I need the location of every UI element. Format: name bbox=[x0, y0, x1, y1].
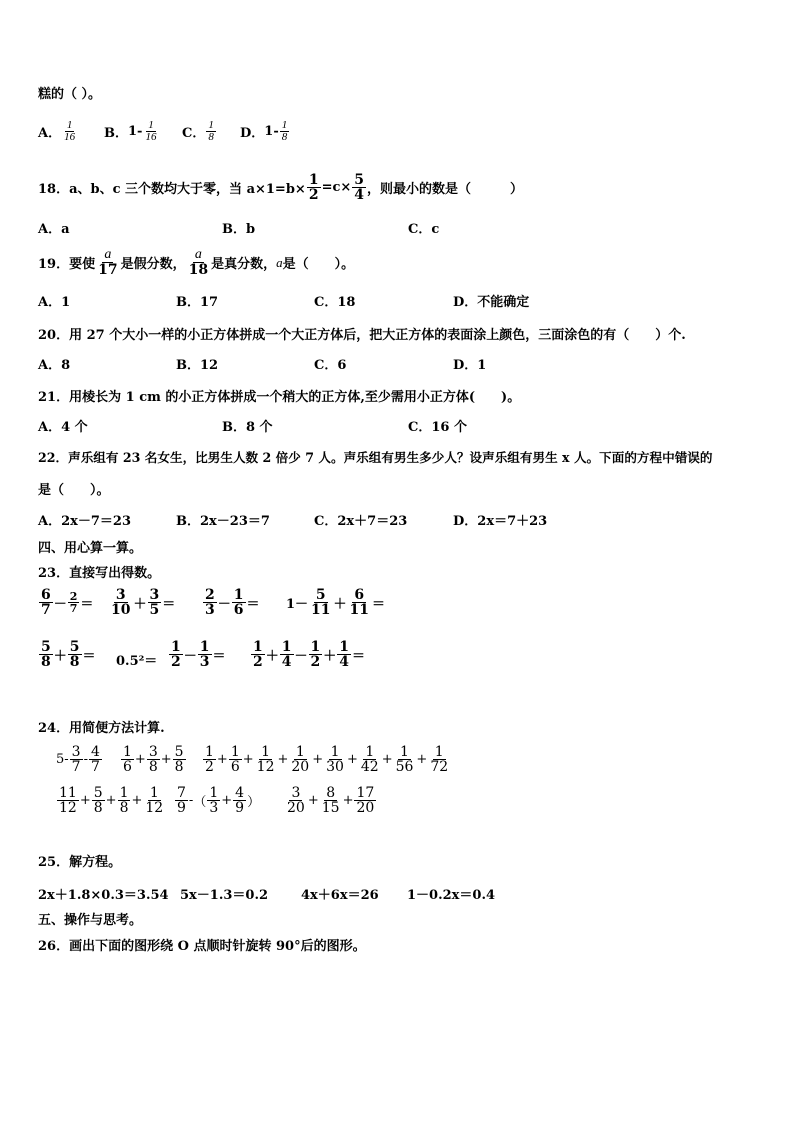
fraction: $\frac{3}{7}$ bbox=[71, 744, 81, 775]
fraction: $\frac{1}{4}$ bbox=[281, 639, 292, 670]
fraction: $\frac{1}{12}$ bbox=[256, 744, 275, 775]
q21-option-c: C．16 个 bbox=[408, 420, 467, 435]
fraction: $\frac{1}{8}$ bbox=[208, 119, 214, 143]
q25-title: 25．解方程。 bbox=[38, 855, 122, 870]
fraction: $\frac{1}{2}$ bbox=[310, 639, 321, 670]
fraction: $\frac{7}{9}$ bbox=[177, 785, 186, 816]
fraction: $\frac{5}{8}$ bbox=[93, 785, 103, 816]
fraction: $\frac{1}{8}$ bbox=[119, 785, 129, 816]
fraction: $\frac{3}{5}$ bbox=[149, 587, 160, 618]
q25-equation-4: 1－0.2x＝0.4 bbox=[407, 888, 496, 903]
q21-option-b: B．8 个 bbox=[222, 420, 273, 435]
q21-question: 21．用棱长为 1 cm 的小正方体拼成一个稍大的正方体,至少需用小正方体( )。 bbox=[38, 390, 521, 405]
fraction: $\frac{17}{20}$ bbox=[356, 785, 375, 816]
fraction: $\frac{5}{4}$ bbox=[354, 172, 365, 203]
fraction: $\frac{1}{12}$ bbox=[145, 785, 164, 816]
q17-option-b: B． 1- $\frac{1}{16}$ bbox=[104, 119, 157, 143]
q26-question: 26．画出下面的图形绕 O 点顺时针旋转 90°后的图形。 bbox=[38, 939, 366, 954]
fraction: $\frac{5}{8}$ bbox=[41, 639, 51, 670]
q22-question-line1: 22．声乐组有 23 名女生，比男生人数 2 倍少 7 人。声乐组有男生多少人？设声乐组有男生 x 人。下面的方程中错误的 bbox=[38, 450, 713, 465]
q18-question: 18．a、b、c 三个数均大于零，当 a×1=b× $\frac{1}{2}$ =c× $\frac{5}{4}$ ，则最小的数是（ ） bbox=[38, 172, 524, 203]
q20-option-c: C．6 bbox=[314, 358, 347, 373]
q21-option-a: A．4 个 bbox=[38, 420, 88, 435]
q22-option-d: D．2x＝7＋23 bbox=[453, 514, 548, 529]
q23-expr-1: $\frac{6}{7}$ － $\frac{2}{7}$ ＝ bbox=[41, 587, 94, 618]
fraction: $\frac{1}{6}$ bbox=[233, 587, 244, 618]
q19-option-b: B．17 bbox=[176, 295, 219, 310]
section-4-heading: 四、用心算一算。 bbox=[38, 541, 143, 556]
q24-expr-3: $\frac{1}{2}$ + $\frac{1}{6}$ + $\frac{1}{12}$ + $\frac{1}{20}$ + $\frac{1}{30}$ + $\frac{1}{42}$ + $\frac{1}{56}$ + $\frac{1}{72}$ bbox=[205, 744, 449, 775]
q23-expr-4: 1－ $\frac{5}{11}$ ＋ $\frac{6}{11}$ ＝ bbox=[286, 587, 386, 618]
fraction: $\frac{5}{8}$ bbox=[174, 744, 184, 775]
q17-option-c: C． $\frac{1}{8}$ bbox=[182, 119, 214, 143]
q23-expr-5: $\frac{5}{8}$ ＋ $\frac{5}{8}$ ＝ bbox=[41, 639, 96, 670]
q18-option-a: A．a bbox=[38, 222, 70, 237]
q22-question-line2: 是（ ）。 bbox=[38, 483, 110, 498]
q20-option-b: B．12 bbox=[176, 358, 219, 373]
fraction: $\frac{5}{11}$ bbox=[311, 587, 331, 618]
fraction: $\frac{1}{2}$ bbox=[253, 639, 263, 670]
q23-expr-6: 0.5²＝ bbox=[116, 654, 158, 669]
section-5-heading: 五、操作与思考。 bbox=[38, 913, 143, 928]
fraction: $\frac{8}{15}$ bbox=[321, 785, 340, 816]
q20-option-d: D．1 bbox=[453, 358, 487, 373]
q23-expr-7: $\frac{1}{2}$ － $\frac{1}{3}$ ＝ bbox=[171, 639, 226, 670]
q24-expr-5: $\frac{7}{9}$ - （ $\frac{1}{3}$ + $\frac{4}{9}$ ） bbox=[177, 785, 261, 816]
q24-expr-2: $\frac{1}{6}$ + $\frac{3}{8}$ + $\frac{5}{8}$ bbox=[123, 744, 184, 775]
q17-option-a: A． $\frac{1}{16}$ bbox=[38, 119, 76, 143]
q22-option-a: A．2x－7＝23 bbox=[38, 514, 132, 529]
fraction: $\frac{4}{9}$ bbox=[235, 785, 245, 816]
fraction: $\frac{2}{7}$ bbox=[69, 590, 78, 615]
q19-option-c: C．18 bbox=[314, 295, 356, 310]
q25-equation-3: 4x＋6x＝26 bbox=[301, 888, 379, 903]
fraction: $\frac{11}{12}$ bbox=[59, 785, 77, 816]
fraction: $\frac{1}{42}$ bbox=[360, 744, 379, 775]
fraction: $\frac{3}{20}$ bbox=[287, 785, 305, 816]
fraction: $\frac{1}{16}$ bbox=[64, 119, 76, 143]
q23-title: 23．直接写出得数。 bbox=[38, 566, 161, 581]
fraction: $\frac{6}{11}$ bbox=[349, 587, 370, 618]
q17-option-d: D． 1- $\frac{1}{8}$ bbox=[240, 119, 288, 143]
q17-tail: 糕的（ ）。 bbox=[38, 87, 102, 102]
fraction: $\frac{1}{56}$ bbox=[395, 744, 414, 775]
fraction: $\frac{1}{20}$ bbox=[291, 744, 310, 775]
fraction: $\frac{1}{30}$ bbox=[326, 744, 344, 775]
q20-question: 20．用 27 个大小一样的小正方体拼成一个大正方体后，把大正方体的表面涂上颜色，三面涂色的有（ ）个. bbox=[38, 328, 686, 343]
q18-option-c: C．c bbox=[408, 222, 440, 237]
q25-equation-1: 2x＋1.8×0.3＝3.54 bbox=[38, 888, 169, 903]
q22-option-c: C．2x＋7＝23 bbox=[314, 514, 408, 529]
q19-option-d: D．不能确定 bbox=[453, 295, 530, 310]
fraction: $\frac{3}{10}$ bbox=[111, 587, 131, 618]
fraction: $\frac{1}{6}$ bbox=[123, 744, 132, 775]
fraction: $\frac{a}{17}$ bbox=[98, 247, 118, 278]
fraction: $\frac{1}{2}$ bbox=[171, 639, 181, 670]
q24-expr-4: $\frac{11}{12}$ + $\frac{5}{8}$ + $\frac{1}{8}$ + $\frac{1}{12}$ bbox=[59, 785, 164, 816]
q24-expr-6: $\frac{3}{20}$ + $\frac{8}{15}$ + $\frac{17}{20}$ bbox=[287, 785, 375, 816]
fraction: $\frac{1}{6}$ bbox=[230, 744, 240, 775]
q19-question: 19．要使 $\frac{a}{17}$ 是假分数， $\frac{a}{18}$ 是真分数， a 是（ ）。 bbox=[38, 247, 355, 278]
q24-title: 24．用简便方法计算. bbox=[38, 721, 165, 736]
fraction: $\frac{a}{18}$ bbox=[188, 247, 209, 278]
fraction: $\frac{1}{2}$ bbox=[308, 172, 319, 203]
q20-option-a: A．8 bbox=[38, 358, 71, 373]
fraction: $\frac{1}{3}$ bbox=[199, 639, 210, 670]
q23-expr-3: $\frac{2}{3}$ － $\frac{1}{6}$ ＝ bbox=[205, 587, 260, 618]
fraction: $\frac{1}{72}$ bbox=[430, 744, 449, 775]
q24-expr-1: 5- $\frac{3}{7}$ - $\frac{4}{7}$ bbox=[56, 744, 100, 775]
fraction: $\frac{2}{3}$ bbox=[205, 587, 215, 618]
fraction: $\frac{6}{7}$ bbox=[41, 587, 51, 618]
q19-option-a: A．1 bbox=[38, 295, 71, 310]
fraction: $\frac{1}{3}$ bbox=[209, 785, 219, 816]
q18-option-b: B．b bbox=[222, 222, 256, 237]
fraction: $\frac{3}{8}$ bbox=[148, 744, 158, 775]
q23-expr-2: $\frac{3}{10}$ ＋ $\frac{3}{5}$ ＝ bbox=[111, 587, 176, 618]
q23-expr-8: $\frac{1}{2}$ ＋ $\frac{1}{4}$ － $\frac{1}{2}$ ＋ $\frac{1}{4}$ ＝ bbox=[253, 639, 366, 670]
q25-equation-2: 5x－1.3＝0.2 bbox=[180, 888, 269, 903]
fraction: $\frac{1}{2}$ bbox=[205, 744, 214, 775]
fraction: $\frac{4}{7}$ bbox=[91, 744, 100, 775]
fraction: $\frac{1}{8}$ bbox=[281, 119, 288, 143]
fraction: $\frac{1}{4}$ bbox=[339, 639, 350, 670]
fraction: $\frac{5}{8}$ bbox=[69, 639, 80, 670]
fraction: $\frac{1}{16}$ bbox=[145, 119, 157, 143]
q22-option-b: B．2x－23＝7 bbox=[176, 514, 270, 529]
